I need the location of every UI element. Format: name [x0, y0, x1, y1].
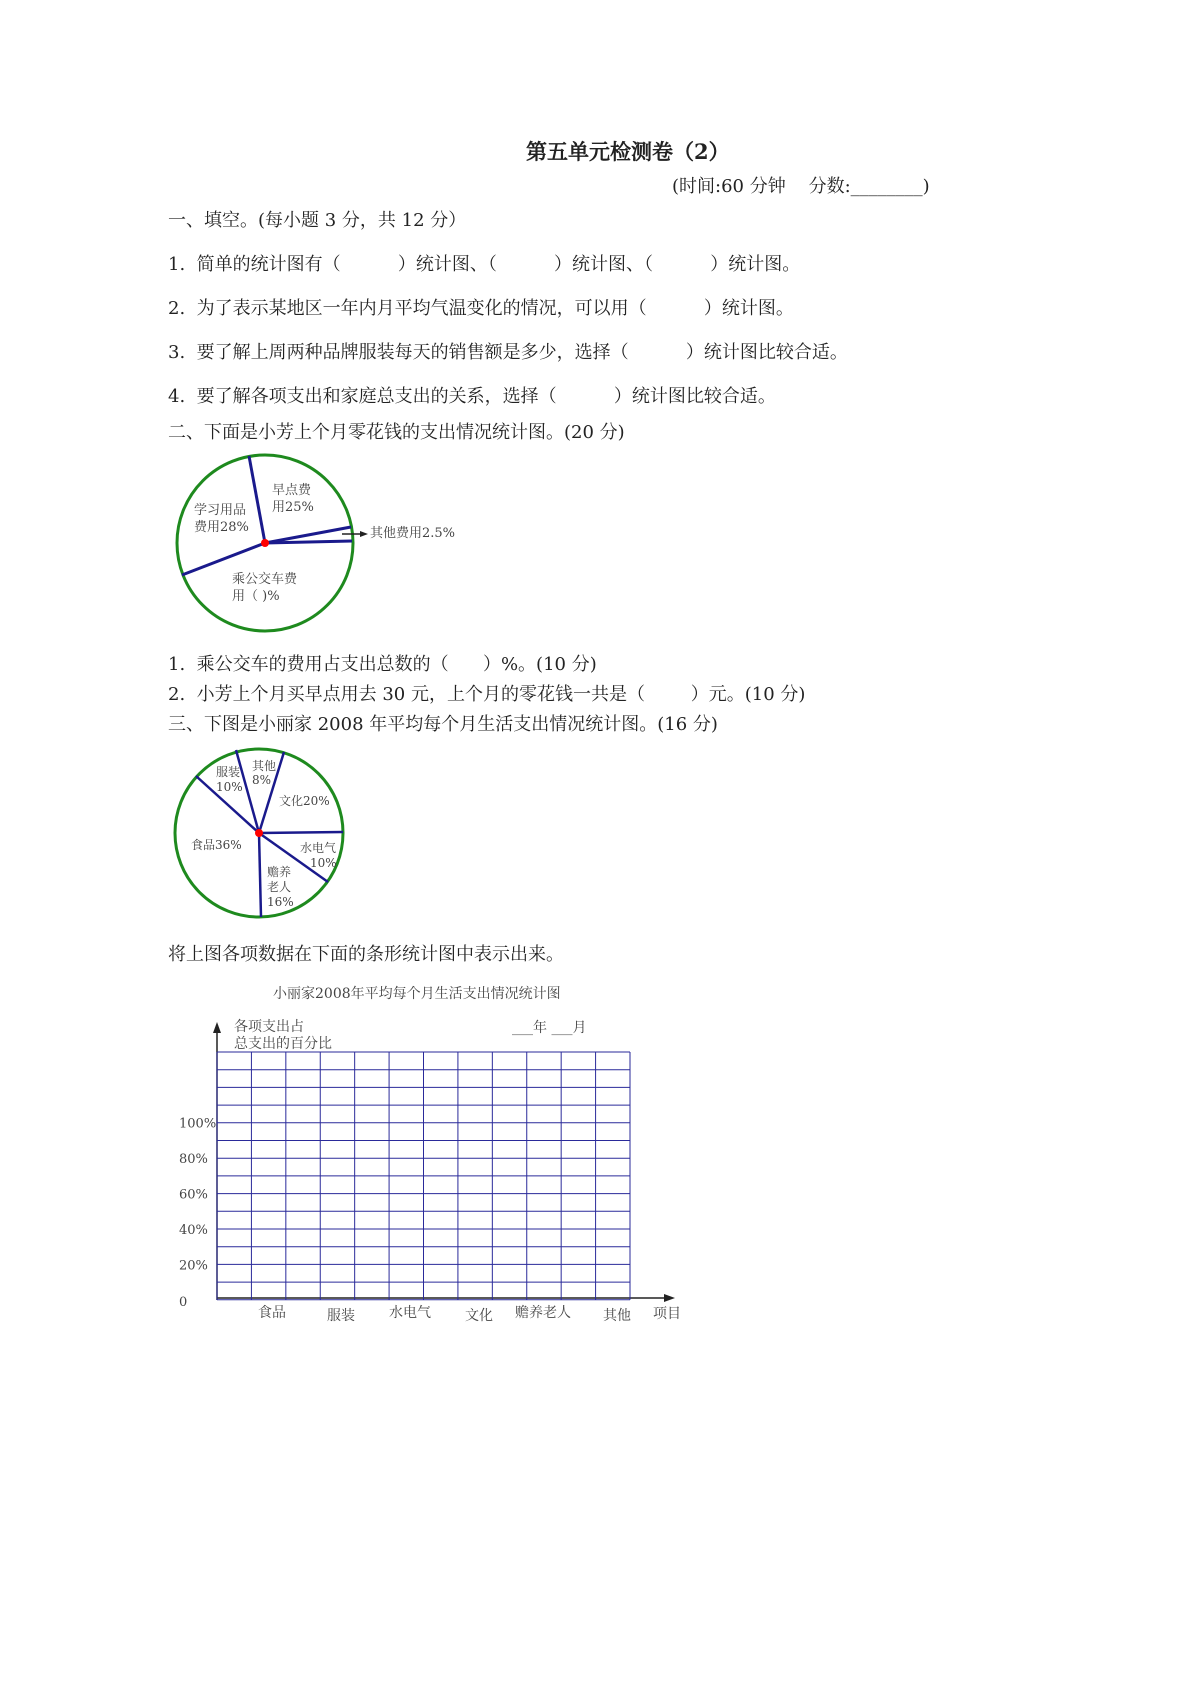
y-tick-label: 60% [179, 1187, 208, 1203]
x-category-label: 服装 [327, 1308, 355, 1324]
instruction: 将上图各项数据在下面的条形统计图中表示出来。 [168, 944, 564, 965]
pie-label: 10% [310, 856, 337, 870]
pie-label: 10% [216, 780, 243, 794]
y-tick-label: 100% [179, 1116, 217, 1132]
x-category-label: 水电气 [389, 1305, 431, 1321]
pie-label: 乘公交车费 [232, 572, 298, 587]
x-axis-label: 项目 [653, 1306, 681, 1322]
pie-label: 食品36% [191, 838, 242, 852]
y-tick-label: 40% [179, 1223, 208, 1238]
pie-label: 其他费用2.5% [370, 526, 456, 541]
date-blank: ___年 ___月 [512, 1020, 587, 1036]
x-category-label: 文化 [465, 1308, 493, 1324]
pie-label: 16% [267, 895, 294, 909]
y-axis-label: 总支出的百分比 [234, 1036, 332, 1052]
pie-chart-living-expenses [175, 749, 343, 917]
time-score: (时间:60 分钟 分数:________) [672, 176, 930, 197]
section1-heading: 一、填空。(每小题 3 分，共 12 分） [168, 210, 467, 231]
pie-label: 用25% [272, 500, 314, 515]
y-tick-label: 20% [179, 1258, 208, 1274]
bar-chart-grid [179, 985, 681, 1324]
section2-heading: 二、下面是小芳上个月零花钱的支出情况统计图。(20 分) [168, 422, 625, 443]
question: 1. 乘公交车的费用占支出总数的（ ）%。(10 分) [168, 654, 597, 675]
pie-chart-pocket-money [177, 455, 455, 631]
x-category-label: 其他 [603, 1308, 631, 1324]
question: 2. 为了表示某地区一年内月平均气温变化的情况，可以用（ ）统计图。 [168, 298, 794, 319]
question: 4. 要了解各项支出和家庭总支出的关系，选择（ ）统计图比较合适。 [168, 386, 776, 407]
question: 1. 简单的统计图有（ ）统计图、（ ）统计图、（ ）统计图。 [168, 254, 801, 275]
pie-label: 费用28% [194, 520, 249, 535]
question: 2. 小芳上个月买早点用去 30 元，上个月的零花钱一共是（ ）元。(10 分) [168, 684, 806, 705]
pie-label: 文化20% [279, 794, 330, 808]
pie-label: 水电气 [300, 841, 337, 855]
y-tick-label: 0 [179, 1295, 188, 1310]
pie-label: 学习用品 [194, 503, 247, 518]
x-axis-arrow [664, 1294, 675, 1302]
pie-label: 老人 [267, 880, 292, 894]
question: 3. 要了解上周两种品牌服装每天的销售额是多少，选择（ ）统计图比较合适。 [168, 342, 848, 363]
x-category-label: 食品 [258, 1305, 286, 1321]
y-axis-label: 各项支出占 [234, 1019, 304, 1035]
pie-label: 8% [252, 773, 272, 787]
pie-label: 用（ )% [232, 589, 280, 604]
y-axis-arrow [213, 1022, 221, 1033]
x-category-label: 赡养老人 [515, 1305, 571, 1321]
pie-label: 早点费 [272, 483, 312, 498]
pie-label: 服装 [216, 765, 241, 779]
section3-heading: 三、下图是小丽家 2008 年平均每个月生活支出情况统计图。(16 分) [168, 714, 718, 735]
pie-label: 其他 [252, 759, 277, 773]
y-tick-label: 80% [179, 1152, 208, 1167]
pie-label: 赡养 [267, 865, 292, 879]
page-title: 第五单元检测卷（2） [526, 139, 730, 164]
chart-title: 小丽家2008年平均每个月生活支出情况统计图 [273, 986, 561, 1002]
